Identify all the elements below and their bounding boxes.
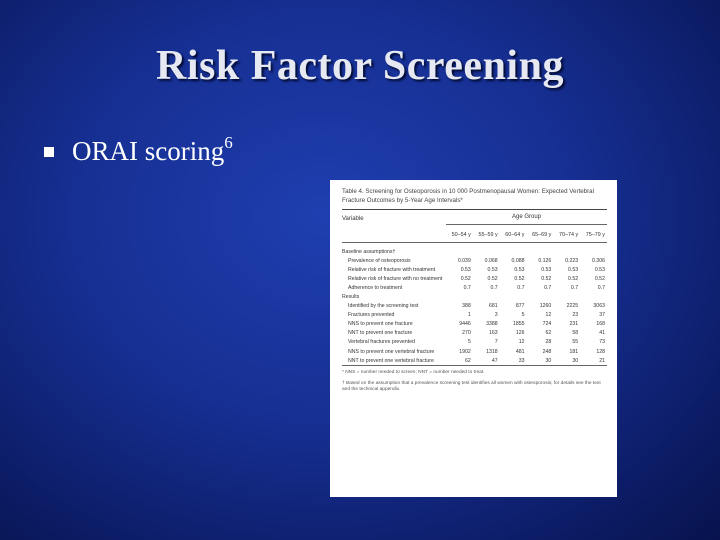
table-cell: 0.7 bbox=[463, 284, 471, 291]
square-bullet-icon bbox=[44, 147, 54, 157]
table-cell: 0.52 bbox=[460, 275, 471, 282]
table-cell: 0.53 bbox=[460, 266, 471, 273]
table-row bbox=[342, 311, 607, 320]
table-cell: 28 bbox=[545, 339, 552, 346]
table-cell: 33 bbox=[518, 357, 525, 364]
table-row bbox=[342, 247, 607, 256]
table-row bbox=[342, 347, 607, 356]
table-cell: 0.7 bbox=[490, 284, 498, 291]
table-cell: 0.53 bbox=[541, 266, 552, 273]
table-cell: 1260 bbox=[539, 303, 552, 310]
row-label: Identified by the screening test bbox=[348, 303, 419, 310]
table-row bbox=[342, 302, 607, 311]
table-cell: 30 bbox=[572, 357, 579, 364]
orai-table-image bbox=[330, 180, 617, 497]
table-row bbox=[342, 356, 607, 365]
slide-title: Risk Factor Screening bbox=[156, 43, 564, 89]
age-group-row bbox=[342, 228, 607, 242]
table-row bbox=[342, 274, 607, 283]
table-cell: 248 bbox=[542, 348, 552, 355]
table-cell: 7 bbox=[494, 339, 498, 346]
table-cell: 1902 bbox=[459, 348, 471, 355]
row-label: Relative risk of fracture with treatment bbox=[348, 266, 436, 273]
table-cell: 0.52 bbox=[594, 275, 605, 282]
row-label: Results bbox=[342, 294, 360, 301]
table-row bbox=[342, 329, 607, 338]
row-label: NNS to prevent one vertebral fracture bbox=[348, 348, 435, 355]
table-cell: 0.223 bbox=[565, 257, 579, 264]
table-cell: 126 bbox=[515, 330, 525, 337]
age-group-header: 70–74 y bbox=[558, 232, 579, 238]
table-cell: 0.53 bbox=[487, 266, 498, 273]
age-group-header: 55–59 y bbox=[478, 232, 498, 238]
age-group-header: 60–64 y bbox=[505, 232, 525, 238]
table-cell: 0.52 bbox=[514, 275, 525, 282]
table-cell: 62 bbox=[465, 357, 471, 364]
row-label: NNS to prevent one fracture bbox=[348, 321, 413, 328]
table-cell: 2225 bbox=[566, 303, 579, 310]
age-group-header: 75–79 y bbox=[585, 232, 605, 238]
table-cell: 5 bbox=[467, 339, 471, 346]
table-row bbox=[342, 265, 607, 274]
table-cell: 73 bbox=[599, 339, 605, 346]
table-row bbox=[342, 256, 607, 265]
age-group-header: 50–54 y bbox=[451, 232, 471, 238]
table-cell: 481 bbox=[515, 348, 525, 355]
table-cell: 3 bbox=[494, 312, 498, 319]
table-cell: 0.52 bbox=[568, 275, 579, 282]
table-cell: 0.53 bbox=[568, 266, 579, 273]
table-row bbox=[342, 283, 607, 292]
table-footnote-1: * NNS = number needed to screen; NNT = number needed to treat. bbox=[342, 370, 485, 376]
table-cell: 270 bbox=[462, 330, 471, 337]
table-cell: 1 bbox=[467, 312, 471, 319]
table-cell: 181 bbox=[569, 348, 579, 355]
table-cell: 724 bbox=[542, 321, 552, 328]
table-cell: 128 bbox=[596, 348, 605, 355]
table-cell: 0.7 bbox=[597, 284, 605, 291]
table-row bbox=[342, 292, 607, 301]
table-cell: 1855 bbox=[512, 321, 525, 328]
header-variable: Variable bbox=[342, 216, 364, 222]
row-label: Relative risk of fracture with no treatment bbox=[348, 275, 443, 282]
table-cell: 9446 bbox=[459, 321, 471, 328]
table-header-row bbox=[342, 210, 607, 228]
table-cell: 0.7 bbox=[517, 284, 525, 291]
table-cell: 0.52 bbox=[487, 275, 498, 282]
table-cell: 0.306 bbox=[591, 257, 605, 264]
table-cell: 877 bbox=[515, 303, 525, 310]
table-row bbox=[342, 338, 607, 347]
table-cell: 163 bbox=[489, 330, 498, 337]
table-row bbox=[342, 320, 607, 329]
row-label: Prevalence of osteoporosis bbox=[348, 257, 411, 264]
header-age-group: Age Group bbox=[446, 214, 607, 225]
table-cell: 58 bbox=[572, 330, 579, 337]
citation-superscript: 6 bbox=[224, 133, 233, 152]
table-cell: 0.7 bbox=[570, 284, 579, 291]
table-cell: 23 bbox=[572, 312, 579, 319]
table-cell: 1318 bbox=[486, 348, 498, 355]
table-cell: 3063 bbox=[593, 303, 605, 310]
table-cell: 5 bbox=[521, 312, 525, 319]
table-cell: 0.53 bbox=[594, 266, 605, 273]
row-label: Fractures prevented bbox=[348, 312, 395, 319]
table-cell: 37 bbox=[599, 312, 605, 319]
table-cell: 12 bbox=[545, 312, 552, 319]
table-cell: 388 bbox=[462, 303, 471, 310]
row-label: Baseline assumptions† bbox=[342, 248, 396, 255]
table-cell: 0.088 bbox=[511, 257, 525, 264]
bullet-label: ORAI scoring bbox=[72, 136, 225, 166]
table-cell: 231 bbox=[569, 321, 579, 328]
table-cell: 0.039 bbox=[457, 257, 471, 264]
table-body bbox=[342, 247, 607, 365]
table-cell: 47 bbox=[491, 357, 498, 364]
age-group-header: 65–69 y bbox=[532, 232, 552, 238]
table-cell: 681 bbox=[489, 303, 498, 310]
table-cell: 3388 bbox=[486, 321, 498, 328]
table-footnote-2: † Based on the assumption that a prevalence screening test identifies all women with osteoporosis; for details see the text and the technical appendix. bbox=[342, 380, 601, 393]
table-cell: 55 bbox=[572, 339, 579, 346]
row-label: Vertebral fractures prevented bbox=[348, 339, 415, 346]
table-cell: 0.53 bbox=[514, 266, 525, 273]
table-header-rule bbox=[342, 242, 607, 243]
row-label: NNT to prevent one fracture bbox=[348, 330, 413, 337]
table-cell: 21 bbox=[599, 357, 605, 364]
table-cell: 0.7 bbox=[544, 284, 552, 291]
bullet-item bbox=[44, 133, 233, 167]
row-label: NNT to prevent one vertebral fracture bbox=[348, 357, 434, 364]
table-cell: 12 bbox=[518, 339, 525, 346]
table-bottom-rule bbox=[342, 365, 607, 366]
bullet-text bbox=[72, 133, 233, 167]
table-caption: Table 4. Screening for Osteoporosis in 10 000 Postmenopausal Women: Expected Vertebral Fracture Outcomes by 5-Year Age Intervals* bbox=[342, 188, 594, 204]
table-cell: 0.52 bbox=[541, 275, 552, 282]
table-cell: 62 bbox=[545, 330, 552, 337]
table-cell: 0.126 bbox=[538, 257, 552, 264]
row-label: Adherence to treatment bbox=[348, 284, 403, 291]
table-cell: 41 bbox=[599, 330, 605, 337]
table-cell: 30 bbox=[545, 357, 552, 364]
table-cell: 168 bbox=[596, 321, 605, 328]
table-cell: 0.068 bbox=[484, 257, 498, 264]
